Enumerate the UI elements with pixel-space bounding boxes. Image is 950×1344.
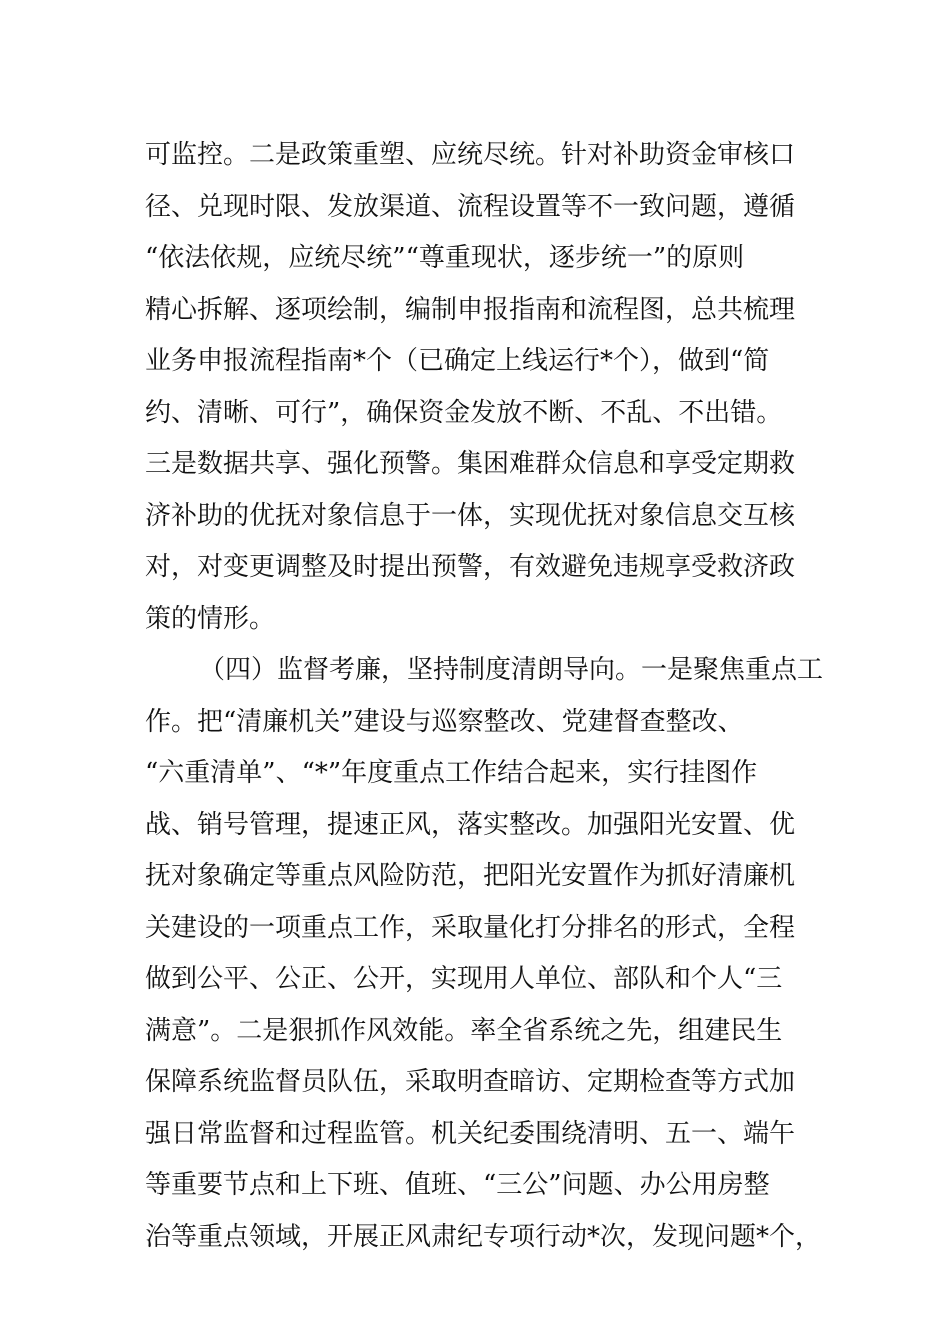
- text-line: “六重清单”、“*”年度重点工作结合起来，实行挂图作: [145, 758, 758, 788]
- body-text: [145, 130, 825, 1263]
- text-line: 等重要节点和上下班、值班、“三公”问题、办公用房整: [145, 1170, 770, 1200]
- text-line: 济补助的优抚对象信息于一体，实现优抚对象信息交互核: [145, 500, 796, 531]
- text-line: 三是数据共享、强化预警。集困难群众信息和享受定期救: [145, 449, 796, 479]
- text-line: 业务申报流程指南*个（已确定上线运行*个），做到“简: [145, 346, 770, 376]
- section-heading-line: （四）监督考廉，坚持制度清朗导向。一是聚焦重点工: [199, 655, 824, 685]
- text-line: 强日常监督和过程监管。机关纪委围绕清明、五一、端午: [145, 1118, 796, 1149]
- text-line: 作。把“清廉机关”建设与巡察整改、党建督查整改、: [145, 706, 744, 737]
- text-line: 抚对象确定等重点风险防范，把阳光安置作为抓好清廉机: [145, 861, 796, 891]
- text-line: “依法依规，应统尽统”“尊重现状，逐步统一”的原则: [145, 243, 745, 273]
- text-line: 治等重点领域，开展正风肃纪专项行动*次，发现问题*个，: [145, 1221, 822, 1252]
- text-line: 精心拆解、逐项绘制，编制申报指南和流程图，总共梳理: [145, 294, 796, 325]
- text-line: 保障系统监督员队伍，采取明查暗访、定期检查等方式加: [145, 1067, 796, 1097]
- text-line: 战、销号管理，提速正风，落实整改。加强阳光安置、优: [145, 809, 796, 840]
- text-line: 约、清晰、可行”，确保资金发放不断、不乱、不出错。: [145, 397, 783, 428]
- text-line: 径、兑现时限、发放渠道、流程设置等不一致问题，遵循: [145, 191, 796, 222]
- text-line: 关建设的一项重点工作，采取量化打分排名的形式，全程: [145, 912, 796, 943]
- text-line: 策的情形。: [145, 603, 276, 634]
- text-line: 对，对变更调整及时提出预警，有效避免违规享受救济政: [145, 552, 796, 582]
- text-line: 满意”。二是狠抓作风效能。率全省系统之先，组建民生: [145, 1015, 783, 1046]
- text-line: 做到公平、公正、公开，实现用人单位、部队和个人“三: [145, 964, 783, 994]
- text-line: 可监控。二是政策重塑、应统尽统。针对补助资金审核口: [145, 140, 796, 170]
